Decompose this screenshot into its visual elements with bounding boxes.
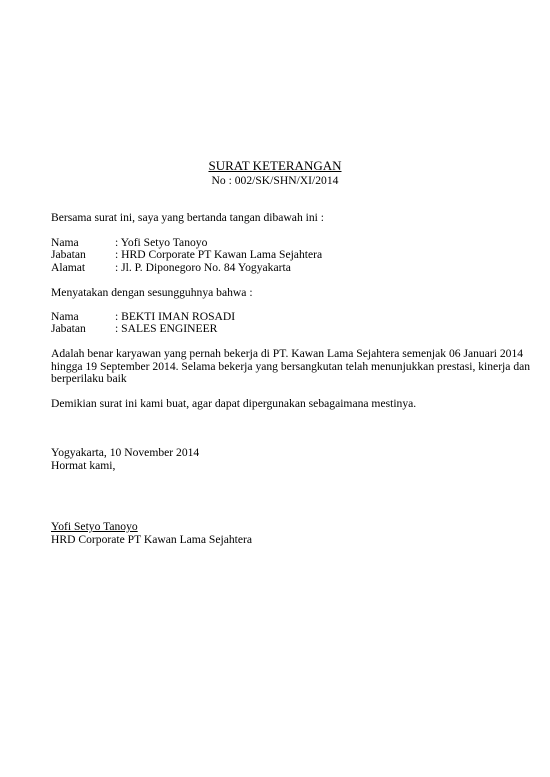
body-line: hingga 19 September 2014. Selama bekerja yang bersangkutan telah menunjukkan prestasi, kinerja dan — [51, 360, 531, 373]
signer-position-row — [51, 248, 322, 262]
closing-text: Demikian surat ini kami buat, agar dapat dipergunakan sebagaimana mestinya. — [51, 397, 417, 410]
field-label: Alamat — [51, 261, 86, 274]
field-value: : Yofi Setyo Tanoyo — [115, 236, 208, 249]
document-number: No : 002/SK/SHN/XI/2014 — [211, 174, 339, 187]
signer-address-row — [51, 261, 291, 275]
declaration-text: Menyatakan dengan sesungguhnya bahwa : — [51, 286, 253, 299]
field-label: Jabatan — [51, 248, 86, 261]
field-value: : SALES ENGINEER — [115, 322, 218, 335]
signature-name: Yofi Setyo Tanoyo — [51, 520, 138, 533]
field-value: : BEKTI IMAN ROSADI — [115, 310, 236, 323]
body-line: berperilaku baik — [51, 372, 127, 385]
body-line: Adalah benar karyawan yang pernah bekerja di PT. Kawan Lama Sejahtera semenjak 06 Januari 2014 — [51, 347, 524, 360]
field-value: : Jl. P. Diponegoro No. 84 Yogyakarta — [115, 261, 291, 274]
field-label: Nama — [51, 236, 79, 249]
intro-text: Bersama surat ini, saya yang bertanda tangan dibawah ini : — [51, 211, 325, 224]
field-label: Nama — [51, 310, 79, 323]
regards-text: Hormat kami, — [51, 459, 116, 472]
signature-position: HRD Corporate PT Kawan Lama Sejahtera — [51, 533, 253, 546]
field-value: : HRD Corporate PT Kawan Lama Sejahtera — [115, 248, 323, 261]
field-label: Jabatan — [51, 322, 86, 335]
place-date: Yogyakarta, 10 November 2014 — [51, 446, 200, 459]
subject-position-row — [51, 322, 217, 336]
document-title: SURAT KETERANGAN — [208, 158, 342, 173]
